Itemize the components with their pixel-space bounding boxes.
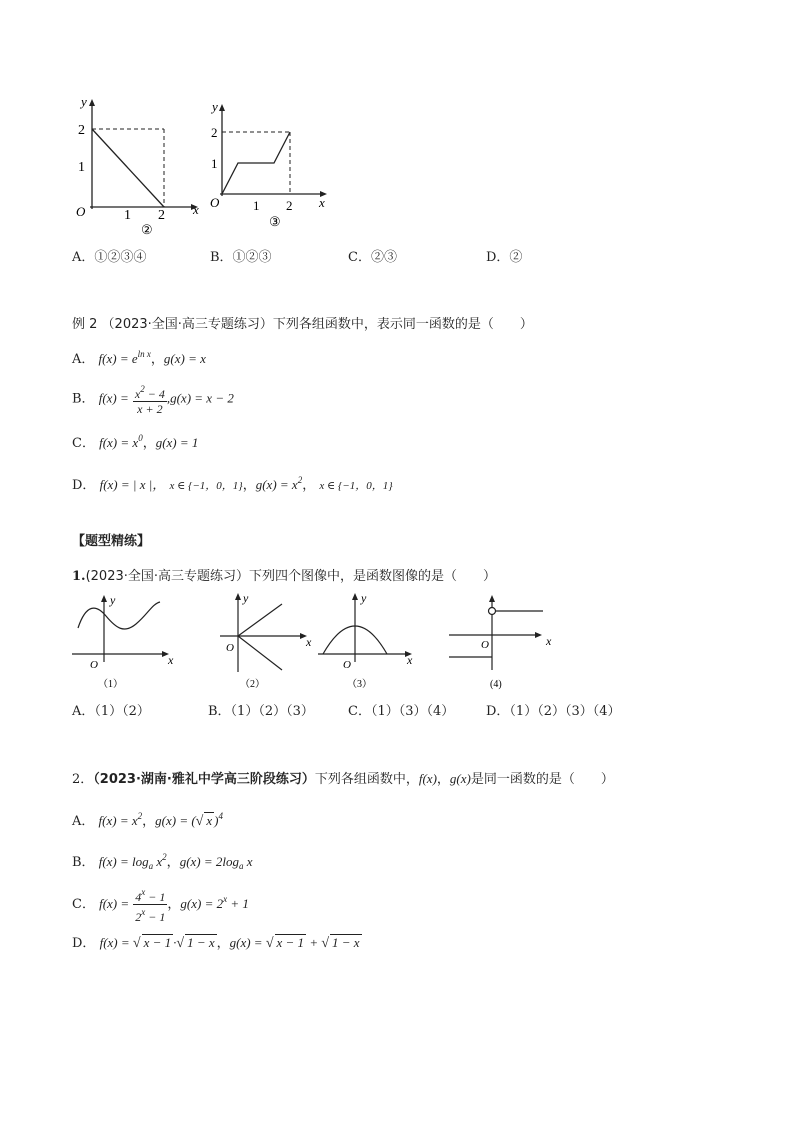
example2-option-b (72, 382, 234, 416)
f-prefix: f(x) = (98, 390, 129, 406)
y-label: y (212, 99, 218, 114)
graph-caption: ② (141, 222, 153, 237)
x-label: x (168, 653, 174, 667)
ray-up (238, 604, 282, 636)
y-arrow (489, 595, 495, 602)
graph-caption: （2） (240, 679, 265, 690)
graph-caption: （1） (98, 679, 123, 690)
fraction: $\frac{4^x - 1}{2^x - 1}$ (135, 887, 166, 924)
y-tick-2: 2 (78, 123, 85, 138)
q1-number: 1. (72, 569, 86, 584)
q2-f: f(x) (418, 771, 437, 786)
x-label: x (407, 653, 413, 667)
g-expression: g(x) = x (163, 351, 206, 366)
x-tick-2: 2 (286, 198, 293, 213)
domain-2: x ∈ {−1，0，1} (319, 480, 393, 492)
g-expression: $g(x) = x^2$ (255, 475, 303, 492)
y-label: y (81, 94, 87, 109)
x-label: x (546, 634, 552, 648)
q1-option-d: D．（1）（2）（3）（4） (486, 704, 621, 719)
option-letter: C． (72, 436, 95, 451)
y-arrow (352, 593, 358, 600)
q1-question: 下列四个图像中，是函数图像的是（ ） (249, 569, 497, 584)
option-letter: D． (72, 478, 96, 493)
x-label: x (319, 195, 325, 210)
example2-option-d: D． f(x) = | x |， x ∈ {−1，0，1}，$g(x) = x^2$， x ∈ {−1，0，1} (72, 475, 393, 493)
y-arrow (235, 593, 241, 600)
origin-label: O (343, 659, 351, 671)
option-letter: A． (72, 352, 95, 367)
q2-option-a: A． $f(x) = x^2$，g(x) = (√ x )$^4$ (72, 811, 223, 829)
y-arrow (219, 104, 225, 111)
x-label: x (306, 635, 312, 649)
x-label: x (193, 202, 199, 217)
q1-graph-2 (212, 588, 322, 690)
example2-option-a: A． $f(x) = e^{ln x}$，g(x) = x (72, 349, 206, 367)
f-expression: f(x) = √ x − 1 ·√ 1 − x (99, 935, 215, 951)
f-expression: $f(x) = e^{ln x}$ (98, 349, 151, 366)
q1-graph-1 (70, 590, 180, 690)
ray-down (238, 636, 282, 670)
origin-label: O (76, 204, 86, 219)
q1-option-b: B．（1）（2）（3） (208, 704, 314, 719)
g-expression: g(x) = 1 (155, 435, 199, 450)
q2-question-b: 是同一函数的是（ ） (470, 772, 614, 787)
q2-number: 2． (72, 772, 94, 787)
f-expression: f(x) = | x |， (99, 477, 166, 492)
q1-option-c: C．（1）（3）（4） (348, 704, 455, 719)
y-tick-2: 2 (211, 125, 218, 140)
y-arrow (89, 99, 95, 106)
graph-caption: ③ (269, 214, 281, 229)
example2-stem (72, 313, 533, 332)
q2-g: g(x) (449, 771, 471, 786)
origin-label: O (226, 642, 234, 654)
q2-source: （2023·湖南·雅礼中学高三阶段练习） (93, 772, 315, 787)
curve (78, 602, 160, 629)
option-letter: B． (72, 855, 95, 870)
f-expression: $f(x) = x^0$ (99, 433, 143, 450)
domain-1: x ∈ {−1，0，1} (169, 480, 243, 492)
q1-graph-4 (445, 588, 565, 690)
f-expression: $f(x) = x^2$ (98, 811, 143, 828)
y-label: y (243, 591, 249, 605)
x-tick-2: 2 (158, 208, 165, 223)
g-expression: g(x) = (√ x )$^4$ (155, 811, 223, 829)
graph-caption: (4) (490, 679, 502, 690)
q2-option-b: B． $f(x) = \log_a x^2$，$g(x) = 2\log_a$ x (72, 852, 253, 871)
f-expression: $f(x) = \log_a x^2$ (98, 852, 167, 871)
example2-source: （2023·全国·高三专题练习） (101, 317, 273, 332)
q2-stem: 2．（2023·湖南·雅礼中学高三阶段练习）下列各组函数中，f(x)，g(x)是同一函数的是（ ） (72, 771, 614, 787)
graph-line (222, 132, 290, 194)
graph-3 (200, 95, 340, 235)
q2-option-c: C． f(x) = $\frac{4^x - 1}{2^x - 1}$ ，$g(x) = 2^x + 1$ (72, 887, 249, 924)
q1-graph-3 (315, 588, 425, 690)
option-letter: C． (72, 897, 95, 912)
option-letter: B． (72, 391, 95, 407)
option-letter: D． (72, 936, 96, 951)
y-label: y (361, 591, 367, 605)
q1-option-a: A．（1）（2） (72, 704, 150, 719)
y-label: y (110, 593, 116, 607)
fraction: $\frac{x^2 - 4}{x + 2}$ (134, 384, 165, 416)
g-expression: $g(x) = 2^x + 1$ (180, 894, 249, 911)
x-tick-1: 1 (124, 208, 131, 223)
example2-option-c: C． $f(x) = x^0$，g(x) = 1 (72, 433, 199, 451)
x-tick-1: 1 (253, 198, 260, 213)
origin-label: O (90, 659, 98, 671)
g-expression: g(x) = √ x − 1 + √ 1 − x (229, 935, 360, 951)
origin-label: O (481, 639, 489, 651)
top-option-b: B．①②③ (210, 250, 272, 265)
x-arrow (535, 632, 542, 638)
open-point (489, 608, 496, 615)
top-option-a: A．①②③④ (72, 250, 147, 265)
graph-line (92, 129, 164, 207)
option-letter: A． (72, 814, 95, 829)
top-option-c: C．②③ (348, 250, 397, 265)
f-prefix: f(x) = (99, 896, 130, 911)
top-option-d: D．② (486, 250, 523, 265)
g-expression: ,g(x) = x − 2 (166, 390, 234, 406)
y-arrow (101, 595, 107, 602)
graph-caption: （3） (347, 679, 372, 690)
section-title: 【题型精练】 (72, 534, 151, 549)
g-expression: $g(x) = 2\log_a$ x (179, 854, 253, 871)
origin-label: O (210, 195, 220, 210)
example2-question: 下列各组函数中，表示同一函数的是（ ） (272, 317, 533, 332)
q1-stem (72, 565, 496, 584)
y-tick-1: 1 (211, 156, 218, 171)
example2-label: 例 2 (72, 317, 98, 332)
y-tick-1: 1 (78, 160, 85, 175)
graph-2 (66, 92, 206, 240)
q2-option-d: D． f(x) = √ x − 1 ·√ 1 − x ，g(x) = √ x − 1 + √ 1 − x (72, 935, 360, 951)
q2-question-a: 下列各组函数中， (314, 772, 419, 787)
q1-source: (2023·全国·高三专题练习） (85, 569, 249, 584)
